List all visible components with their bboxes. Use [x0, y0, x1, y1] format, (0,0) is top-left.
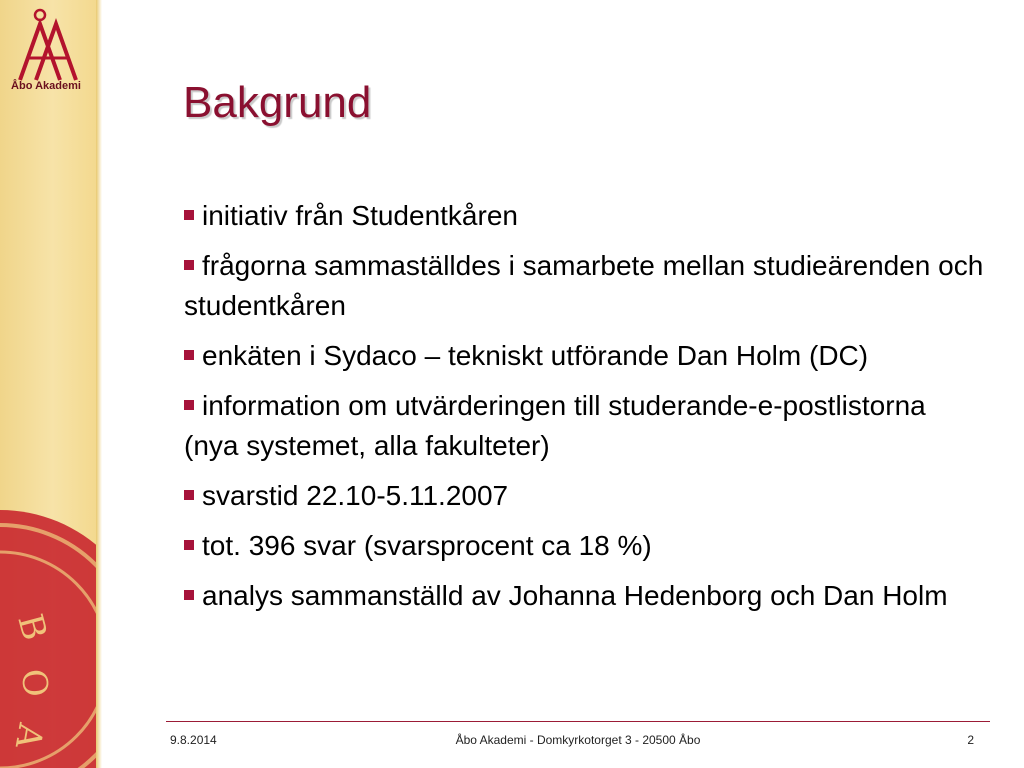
footer-divider: [166, 721, 990, 722]
bullet-item: [184, 526, 984, 566]
bullet-text: information om utvärderingen till studerande-e-postlistorna (nya systemet, alla fakulteter): [184, 390, 926, 461]
svg-text:A: A: [6, 720, 51, 752]
footer-address: Åbo Akademi - Domkyrkotorget 3 - 20500 Åbo: [455, 733, 701, 747]
bullet-text: enkäten i Sydaco – tekniskt utförande Dan Holm (DC): [202, 340, 869, 371]
bullet-item: [184, 246, 984, 326]
bullet-item: [184, 576, 984, 616]
square-bullet-icon: [184, 590, 194, 600]
bullet-text: analys sammanställd av Johanna Hedenborg och Dan Holm: [202, 580, 948, 611]
square-bullet-icon: [184, 350, 194, 360]
page-number: 2: [967, 733, 974, 747]
bullet-item: [184, 196, 984, 236]
bullet-text: frågorna sammaställdes i samarbete mellan studieärenden och studentkåren: [184, 250, 984, 321]
bullet-item: [184, 386, 984, 466]
sidebar: [0, 0, 96, 768]
seal-watermark-icon: [0, 500, 96, 768]
logo-text: Åbo Akademi: [11, 80, 81, 92]
svg-text:O: O: [13, 667, 56, 699]
sidebar-edge: [96, 0, 102, 768]
slide-title: Bakgrund: [183, 78, 372, 127]
bullet-text: initiativ från Studentkåren: [202, 200, 518, 231]
bullet-text: svarstid 22.10-5.11.2007: [202, 480, 509, 511]
bullet-item: [184, 336, 984, 376]
square-bullet-icon: [184, 490, 194, 500]
svg-text:B: B: [9, 609, 55, 645]
bullet-text: tot. 396 svar (svarsprocent ca 18 %): [202, 530, 652, 561]
footer-date: 9.8.2014: [170, 733, 217, 747]
square-bullet-icon: [184, 400, 194, 410]
bullet-list: [184, 196, 984, 626]
bullet-item: [184, 476, 984, 516]
square-bullet-icon: [184, 260, 194, 270]
square-bullet-icon: [184, 540, 194, 550]
square-bullet-icon: [184, 210, 194, 220]
